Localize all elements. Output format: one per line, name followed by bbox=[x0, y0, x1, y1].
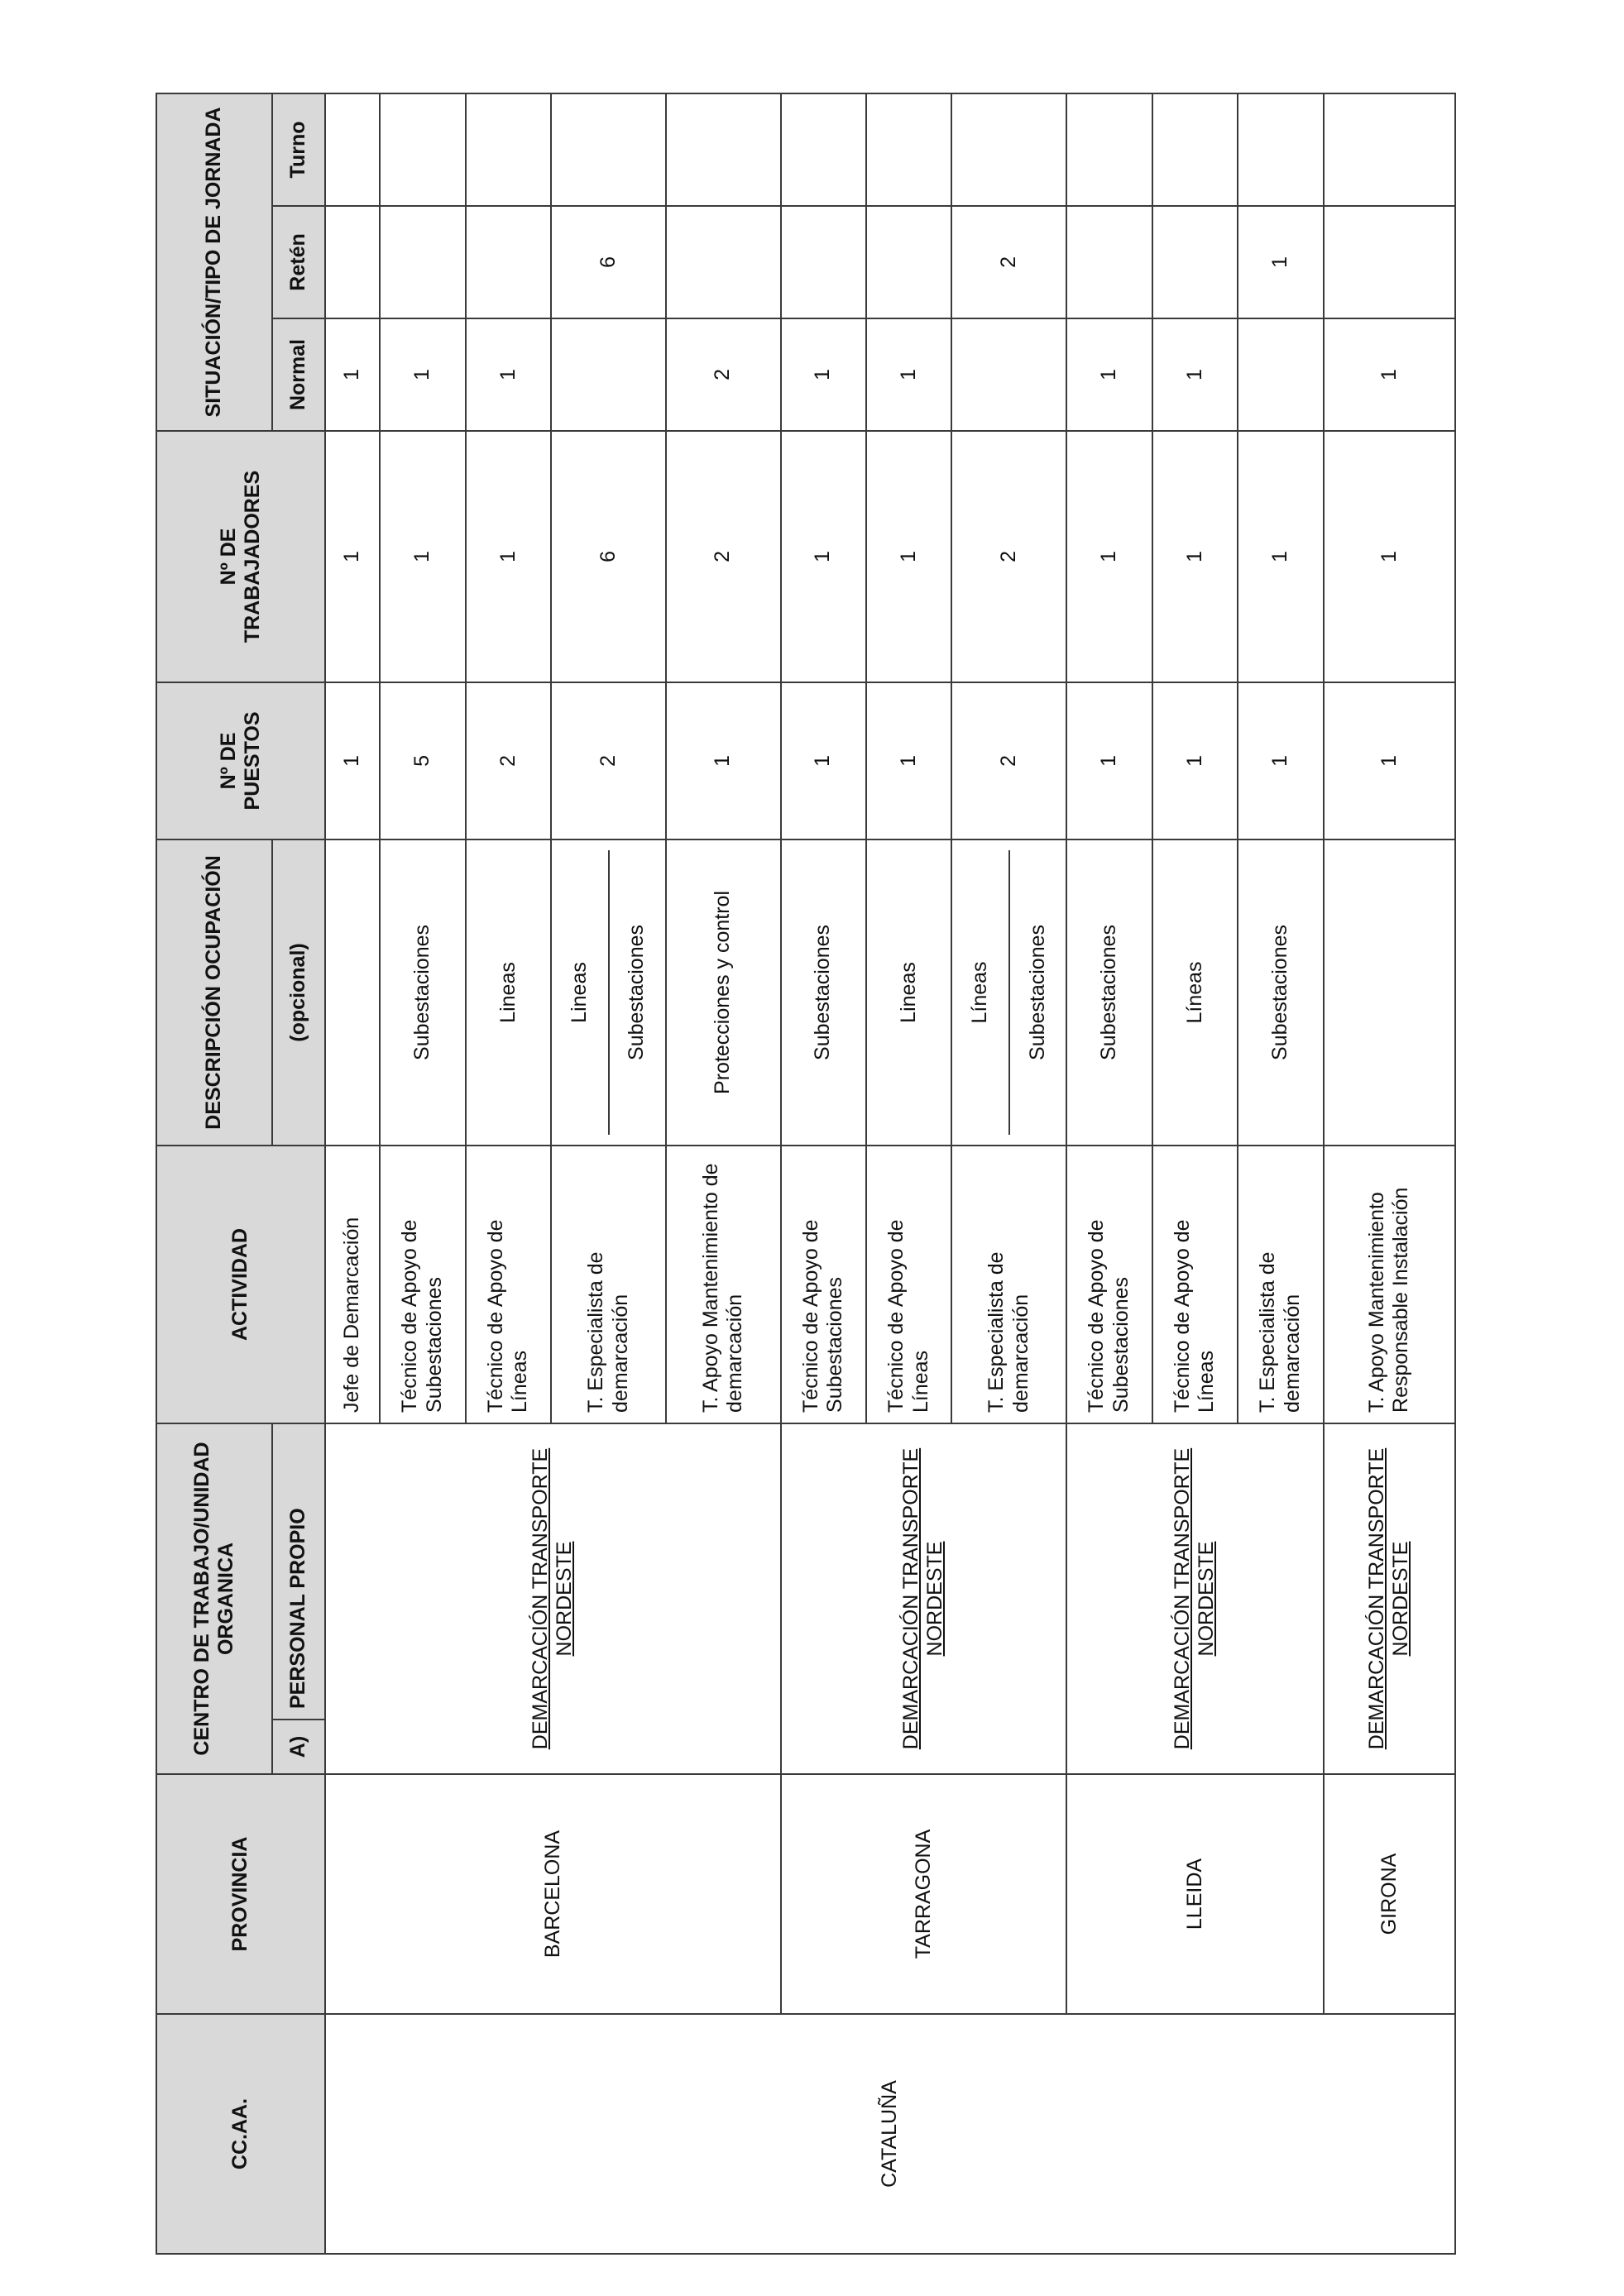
trabajadores-cell: 1 bbox=[866, 431, 951, 682]
descripcion-cell: Líneas bbox=[1152, 839, 1238, 1146]
header-centro: CENTRO DE TRABAJO/UNIDAD ORGANICA bbox=[156, 1423, 272, 1774]
reten-cell bbox=[666, 206, 781, 318]
actividad-cell: T. Apoyo Mantenimiento Responsable Instalación bbox=[1324, 1146, 1455, 1423]
provincia-cell: BARCELONA bbox=[325, 1774, 781, 2014]
header-reten: Retén bbox=[272, 206, 325, 318]
provincia-cell: GIRONA bbox=[1324, 1774, 1455, 2014]
trabajadores-cell: 1 bbox=[1066, 431, 1152, 682]
normal-cell: 1 bbox=[1066, 318, 1152, 431]
trabajadores-cell: 1 bbox=[325, 431, 380, 682]
puestos-cell: 1 bbox=[1238, 682, 1323, 839]
turno-cell bbox=[951, 93, 1066, 206]
centro-label: DEMARCACIÓN TRANSPORTE NORDESTE bbox=[898, 1447, 947, 1750]
trabajadores-cell: 1 bbox=[1152, 431, 1238, 682]
centro-label: DEMARCACIÓN TRANSPORTE NORDESTE bbox=[1364, 1447, 1413, 1750]
descripcion-split-cell bbox=[551, 839, 666, 1146]
header-descripcion: DESCRIPCIÓN OCUPACIÓN bbox=[156, 839, 272, 1146]
header-provincia: PROVINCIA bbox=[156, 1774, 325, 2014]
descripcion-split-top: Líneas bbox=[968, 961, 992, 1024]
normal-cell bbox=[1238, 318, 1323, 431]
reten-cell bbox=[1066, 206, 1152, 318]
ccaa-cell: CATALUÑA bbox=[325, 2014, 1455, 2254]
descripcion-split-top: Lineas bbox=[568, 962, 592, 1023]
actividad-cell: Técnico de Apoyo de Líneas bbox=[1152, 1146, 1238, 1423]
reten-cell bbox=[1324, 206, 1455, 318]
rotated-table-stage bbox=[156, 94, 1456, 2255]
descripcion-cell: Subestaciones bbox=[380, 839, 465, 1146]
puestos-cell: 1 bbox=[666, 682, 781, 839]
table-row bbox=[325, 93, 380, 2254]
table-row bbox=[781, 93, 866, 2254]
descripcion-cell: Subestaciones bbox=[1238, 839, 1323, 1146]
turno-cell bbox=[1238, 93, 1323, 206]
descripcion-cell: Lineas bbox=[466, 839, 551, 1146]
descripcion-cell: Lineas bbox=[866, 839, 951, 1146]
puestos-cell: 5 bbox=[380, 682, 465, 839]
table-row bbox=[1324, 93, 1455, 2254]
reten-cell bbox=[866, 206, 951, 318]
turno-cell bbox=[551, 93, 666, 206]
actividad-cell: Jefe de Demarcación bbox=[325, 1146, 380, 1423]
trabajadores-cell: 1 bbox=[380, 431, 465, 682]
centro-label: DEMARCACIÓN TRANSPORTE NORDESTE bbox=[1170, 1447, 1219, 1750]
puestos-cell: 2 bbox=[951, 682, 1066, 839]
header-actividad: ACTIVIDAD bbox=[156, 1146, 325, 1423]
turno-cell bbox=[666, 93, 781, 206]
provincia-cell: TARRAGONA bbox=[781, 1774, 1067, 2014]
trabajadores-cell: 2 bbox=[666, 431, 781, 682]
turno-cell bbox=[380, 93, 465, 206]
descripcion-split-cell bbox=[951, 839, 1066, 1146]
turno-cell bbox=[1324, 93, 1455, 206]
normal-cell: 2 bbox=[666, 318, 781, 431]
normal-cell: 1 bbox=[1152, 318, 1238, 431]
turno-cell bbox=[866, 93, 951, 206]
actividad-cell: Técnico de Apoyo de Líneas bbox=[466, 1146, 551, 1423]
descripcion-split-bottom: Subestaciones bbox=[608, 850, 665, 1135]
descripcion-cell: Subestaciones bbox=[781, 839, 866, 1146]
actividad-cell: Técnico de Apoyo de Subestaciones bbox=[380, 1146, 465, 1423]
provincia-cell: LLEIDA bbox=[1066, 1774, 1323, 2014]
actividad-cell: T. Especialista de demarcación bbox=[551, 1146, 666, 1423]
header-ccaa: CC.AA. bbox=[156, 2014, 325, 2254]
normal-cell: 1 bbox=[1324, 318, 1455, 431]
reten-cell bbox=[1152, 206, 1238, 318]
puestos-cell: 1 bbox=[325, 682, 380, 839]
descripcion-split-bottom: Subestaciones bbox=[1008, 850, 1066, 1135]
puestos-cell: 2 bbox=[466, 682, 551, 839]
header-row bbox=[156, 93, 272, 2254]
descripcion-cell bbox=[325, 839, 380, 1146]
turno-cell bbox=[325, 93, 380, 206]
normal-cell bbox=[551, 318, 666, 431]
puestos-cell: 1 bbox=[1324, 682, 1455, 839]
header-situacion: SITUACIÓN/TIPO DE JORNADA bbox=[156, 93, 272, 431]
puestos-cell: 1 bbox=[1066, 682, 1152, 839]
centro-cell bbox=[1324, 1423, 1455, 1774]
descripcion-cell: Subestaciones bbox=[1066, 839, 1152, 1146]
reten-cell: 1 bbox=[1238, 206, 1323, 318]
puestos-cell: 1 bbox=[866, 682, 951, 839]
puestos-cell: 2 bbox=[551, 682, 666, 839]
normal-cell: 1 bbox=[781, 318, 866, 431]
staffing-table bbox=[156, 93, 1456, 2255]
actividad-cell: Técnico de Apoyo de Subestaciones bbox=[781, 1146, 866, 1423]
turno-cell bbox=[1152, 93, 1238, 206]
actividad-cell: Técnico de Apoyo de Líneas bbox=[866, 1146, 951, 1423]
trabajadores-cell: 1 bbox=[781, 431, 866, 682]
turno-cell bbox=[1066, 93, 1152, 206]
centro-cell bbox=[781, 1423, 1067, 1774]
reten-cell bbox=[466, 206, 551, 318]
trabajadores-cell: 1 bbox=[466, 431, 551, 682]
header-trabajadores: Nº DE TRABAJADORES bbox=[156, 431, 325, 682]
reten-cell bbox=[781, 206, 866, 318]
trabajadores-cell: 1 bbox=[1238, 431, 1323, 682]
header-normal: Normal bbox=[272, 318, 325, 431]
centro-cell bbox=[325, 1423, 781, 1774]
actividad-cell: T. Especialista de demarcación bbox=[951, 1146, 1066, 1423]
normal-cell: 1 bbox=[380, 318, 465, 431]
header-puestos: Nº DE PUESTOS bbox=[156, 682, 325, 839]
reten-cell bbox=[380, 206, 465, 318]
header-centro-sub-a: A) bbox=[272, 1720, 325, 1774]
normal-cell: 1 bbox=[325, 318, 380, 431]
actividad-cell: Técnico de Apoyo de Subestaciones bbox=[1066, 1146, 1152, 1423]
descripcion-cell: Protecciones y control bbox=[666, 839, 781, 1146]
turno-cell bbox=[781, 93, 866, 206]
turno-cell bbox=[466, 93, 551, 206]
trabajadores-cell: 6 bbox=[551, 431, 666, 682]
descripcion-cell bbox=[1324, 839, 1455, 1146]
trabajadores-cell: 2 bbox=[951, 431, 1066, 682]
centro-cell bbox=[1066, 1423, 1323, 1774]
centro-label: DEMARCACIÓN TRANSPORTE NORDESTE bbox=[528, 1447, 577, 1750]
puestos-cell: 1 bbox=[1152, 682, 1238, 839]
table-body bbox=[325, 93, 1455, 2254]
header-centro-sub: PERSONAL PROPIO bbox=[272, 1423, 325, 1720]
table-row bbox=[1066, 93, 1152, 2254]
actividad-cell: T. Apoyo Mantenimiento de demarcación bbox=[666, 1146, 781, 1423]
header-turno: Turno bbox=[272, 93, 325, 206]
reten-cell: 6 bbox=[551, 206, 666, 318]
normal-cell bbox=[951, 318, 1066, 431]
normal-cell: 1 bbox=[866, 318, 951, 431]
header-descripcion-sub: (opcional) bbox=[272, 839, 325, 1146]
trabajadores-cell: 1 bbox=[1324, 431, 1455, 682]
puestos-cell: 1 bbox=[781, 682, 866, 839]
actividad-cell: T. Especialista de demarcación bbox=[1238, 1146, 1323, 1423]
reten-cell bbox=[325, 206, 380, 318]
reten-cell: 2 bbox=[951, 206, 1066, 318]
normal-cell: 1 bbox=[466, 318, 551, 431]
